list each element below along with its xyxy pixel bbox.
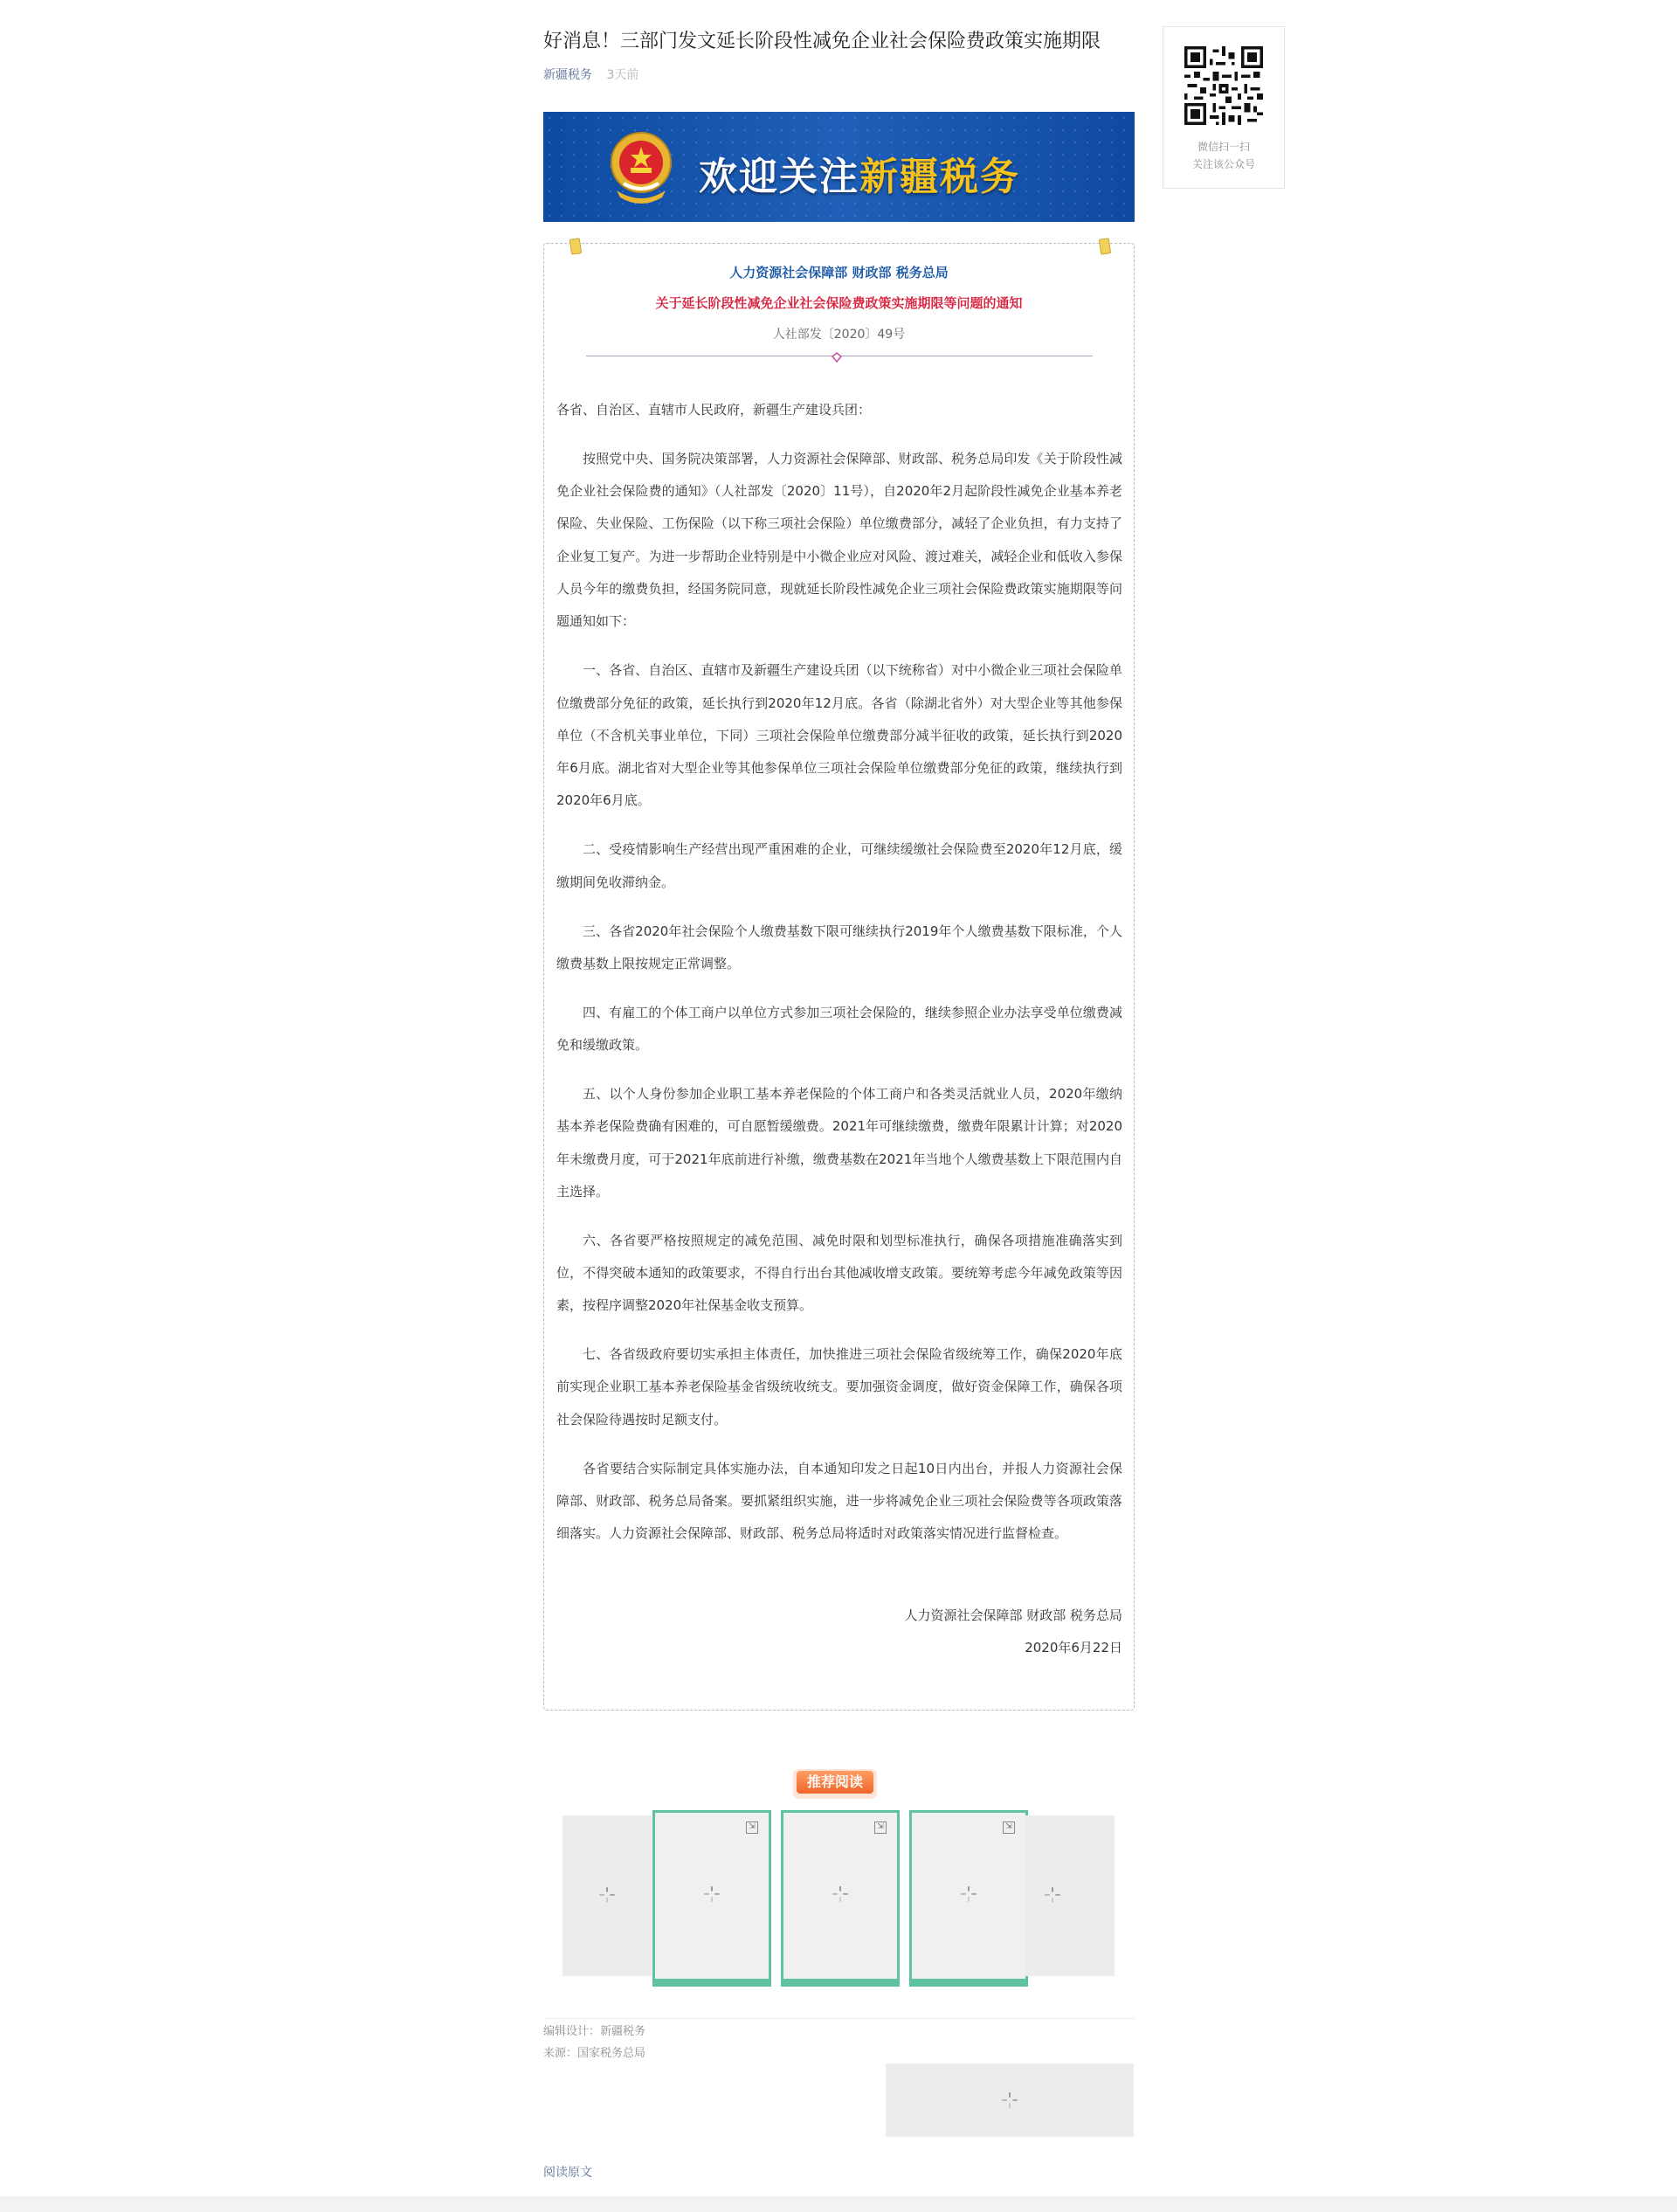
open-external-icon: ⇲ xyxy=(1003,1821,1015,1834)
credits-divider xyxy=(543,2018,1135,2019)
divider-diamond-icon xyxy=(832,352,842,363)
qr-code-icon xyxy=(1184,46,1263,125)
banner-welcome-text: 欢迎关注新疆税务 xyxy=(699,155,1020,199)
loading-spinner-icon xyxy=(1002,2092,1018,2108)
qr-caption-line1: 微信扫一扫 xyxy=(1197,141,1250,153)
notice-body xyxy=(556,394,1122,1664)
notice-doc-number: 人社部发〔2020〕49号 xyxy=(772,328,906,342)
article-meta xyxy=(543,66,638,84)
notice-title: 关于延长阶段性减免企业社会保险费政策实施期限等问题的通知 xyxy=(655,295,1023,311)
recommend-badge: 推荐阅读 xyxy=(793,1769,877,1797)
recommend-tile-side-right[interactable] xyxy=(1025,1815,1115,1976)
signature-date: 2020年6月22日 xyxy=(1025,1639,1122,1656)
recommend-tile-2[interactable] xyxy=(781,1810,900,1981)
tax-emblem-icon xyxy=(597,122,685,210)
publish-time: 3天前 xyxy=(606,68,639,82)
paragraph: 五、以个人身份参加企业职工基本养老保险的个体工商户和各类灵活就业人员，2020年缴纳基本养老保险费确有困难的，可自愿暂缓缴费。2021年可继续缴费，缴费年限累计计算；对2020年未缴费月度，可于2021年底前进行补缴，缴费基数在2021年当地个人缴费基数上下限范围内自主选择。 xyxy=(556,1085,1122,1199)
qr-panel xyxy=(1163,26,1285,189)
loading-spinner-icon xyxy=(599,1887,615,1903)
paragraph: 四、有雇工的个体工商户以单位方式参加三项社会保险的，继续参照企业办法享受单位缴费减免和缓缴政策。 xyxy=(556,1004,1122,1054)
paragraph: 七、各省级政府要切实承担主体责任，加快推进三项社会保险省级统筹工作，确保2020年底前实现企业职工基本养老保险基金省级统收统支。要加强资金调度，做好资金保障工作，确保各项社会保险待遇按时足额支付。 xyxy=(556,1346,1122,1427)
recommend-tile-3[interactable] xyxy=(909,1810,1028,1981)
loading-spinner-icon xyxy=(961,1886,977,1902)
ad-placeholder[interactable] xyxy=(886,2063,1134,2137)
recommend-tile-side-left[interactable] xyxy=(562,1815,652,1976)
credit-editor: 编辑设计：新疆税务 xyxy=(543,2025,646,2038)
paragraph: 一、各省、自治区、直辖市及新疆生产建设兵团（以下统称省）对中小微企业三项社会保险单位缴费部分免征的政策，延长执行到2020年12月底。各省（除湖北省外）对大型企业等其他参保单位（不含机关事业单位，下同）三项社会保险单位缴费部分减半征收的政策，延长执行到2020年6月底。湖北省对大型企业等其他参保单位三项社会保险单位缴费部分免征的政策，继续执行到2020年6月底。 xyxy=(556,662,1122,809)
salutation: 各省、自治区、直辖市人民政府，新疆生产建设兵团： xyxy=(556,402,872,418)
recommend-tile-1[interactable] xyxy=(652,1810,771,1981)
loading-spinner-icon xyxy=(1045,1887,1060,1903)
signature: 人力资源社会保障部 财政部 税务总局 xyxy=(904,1607,1122,1623)
paragraph: 三、各省2020年社会保险个人缴费基数下限可继续执行2019年个人缴费基数下限标准，个人缴费基数上限按规定正常调整。 xyxy=(556,923,1122,971)
notice-departments: 人力资源社会保障部 财政部 税务总局 xyxy=(729,265,949,280)
paragraph: 六、各省要严格按照规定的减免范围、减免时限和划型标准执行，确保各项措施准确落实到位，不得突破本通知的政策要求，不得自行出台其他减收增支政策。要统筹考虑今年减免政策等因素，按程序调整2020年社保基金收支预算。 xyxy=(556,1232,1122,1314)
welcome-banner xyxy=(543,112,1135,222)
paragraph: 按照党中央、国务院决策部署，人力资源社会保障部、财政部、税务总局印发《关于阶段性减免企业社会保险费的通知》（人社部发〔2020〕11号），自2020年2月起阶段性减免企业基本养老保险、失业保险、工伤保险（以下称三项社会保险）单位缴费部分，减轻了企业负担，有力支持了企业复工复产。为进一步帮助企业特别是中小微企业应对风险、渡过难关，减轻企业和低收入参保人员今年的缴费负担，经国务院同意，现就延长阶段性减免企业三项社会保险费政策实施期限等问题通知如下： xyxy=(556,450,1122,630)
paragraph: 二、受疫情影响生产经营出现严重困难的企业，可继续缓缴社会保险费至2020年12月底，缓缴期间免收滞纳金。 xyxy=(556,841,1122,890)
paragraph: 各省要结合实际制定具体实施办法，自本通知印发之日起10日内出台，并报人力资源社会保障部、财政部、税务总局备案。要抓紧组织实施，进一步将减免企业三项社会保险费等各项政策落细落实。人力资源社会保障部、财政部、税务总局将适时对政策落实情况进行监督检查。 xyxy=(556,1460,1122,1542)
credit-source: 来源：国家税务总局 xyxy=(543,2047,646,2060)
open-external-icon: ⇲ xyxy=(746,1821,758,1834)
pin-right-icon xyxy=(1099,238,1111,254)
read-original-link[interactable]: 阅读原文 xyxy=(543,2166,592,2180)
qr-caption-line2: 关注该公众号 xyxy=(1191,158,1255,170)
article-title: 好消息！三部门发文延长阶段性减免企业社会保险费政策实施期限 xyxy=(543,31,1101,52)
account-name-link[interactable]: 新疆税务 xyxy=(543,68,592,82)
loading-spinner-icon xyxy=(832,1886,848,1902)
notice-card xyxy=(543,243,1135,1711)
open-external-icon: ⇲ xyxy=(874,1821,887,1834)
footer-strip xyxy=(0,2196,1677,2212)
pin-left-icon xyxy=(569,238,582,254)
loading-spinner-icon xyxy=(704,1886,720,1902)
